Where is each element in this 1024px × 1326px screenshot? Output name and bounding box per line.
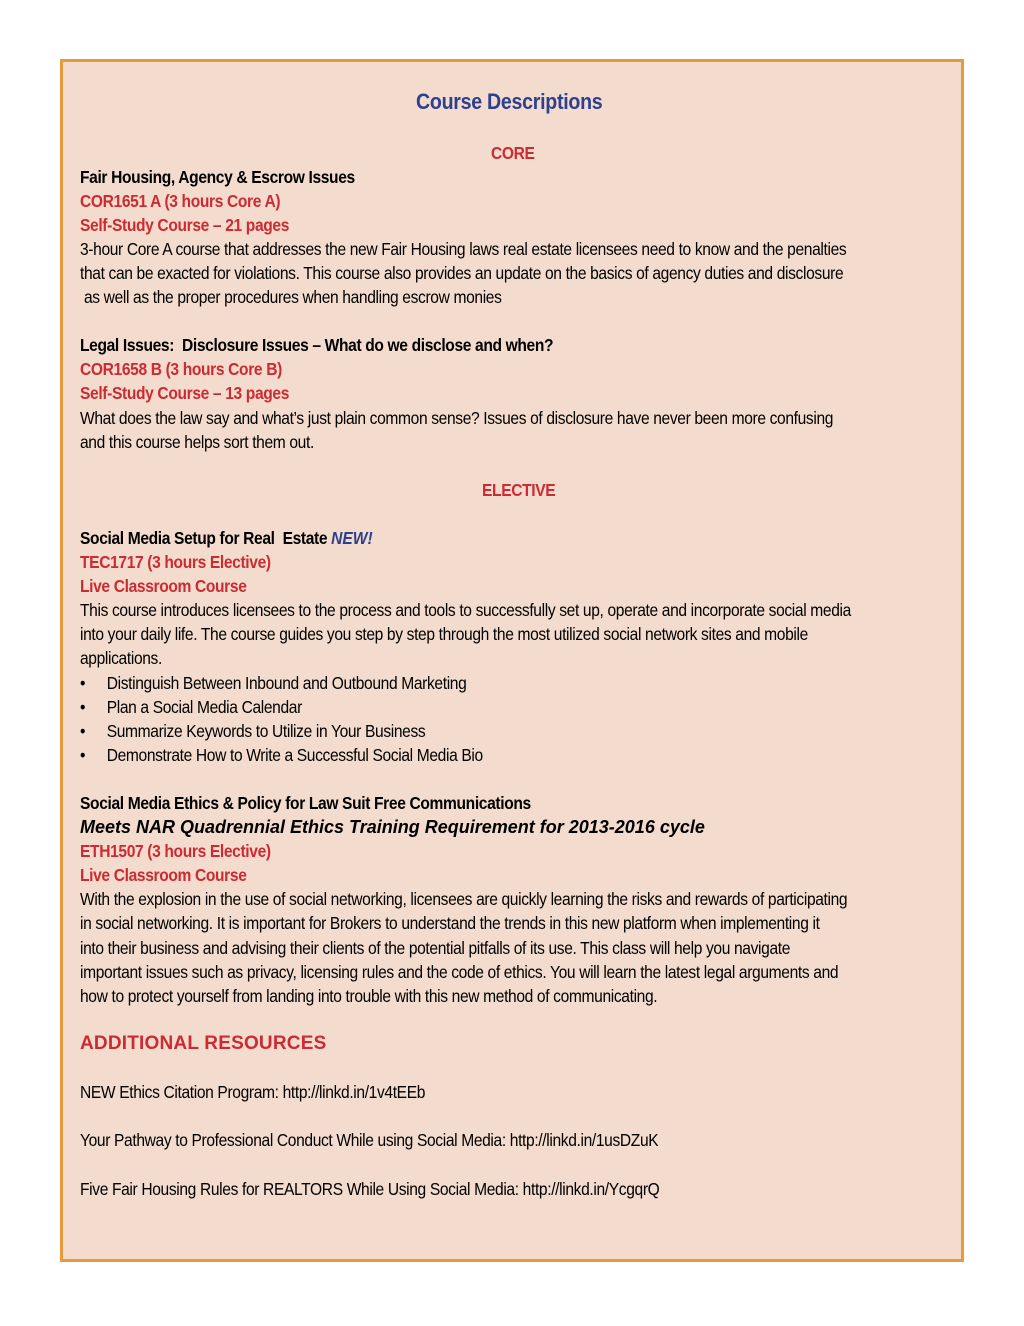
bullet-marker: • [80,721,86,741]
course-description-line: into your daily life. The course guides you step by step through the most utilized social network sites and mobile [80,624,808,644]
course-code: TEC1717 (3 hours Elective) [80,552,271,572]
list-item-text: Demonstrate How to Write a Successful Social Media Bio [106,745,483,765]
course-description-line: into their business and advising their clients of the potential pitfalls of its use. This class will help you navigate [80,938,791,958]
course-format: Self-Study Course – 21 pages [80,215,290,235]
course-title: Social Media Ethics & Policy for Law Suit Free Communications [80,793,531,813]
section-heading-core: CORE [491,143,535,163]
course-title: Fair Housing, Agency & Escrow Issues [80,167,355,187]
resource-link[interactable]: NEW Ethics Citation Program: http://linkd.in/1v4tEEb [80,1082,426,1102]
bullet-marker: • [80,697,86,717]
list-item-text: Plan a Social Media Calendar [106,697,302,717]
course-description-line: that can be exacted for violations. This course also provides an update on the basics of agency duties and disclosure [80,263,844,283]
course-format: Self-Study Course – 13 pages [80,383,290,403]
course-format: Live Classroom Course [80,865,247,885]
course-description-line: important issues such as privacy, licensing rules and the code of ethics. You will learn the latest legal arguments and [80,962,839,982]
course-code: COR1658 B (3 hours Core B) [80,359,282,379]
additional-resources-heading: ADDITIONAL RESOURCES [80,1033,327,1054]
course-format: Live Classroom Course [80,576,247,596]
ethics-requirement-note: Meets NAR Quadrennial Ethics Training Requirement for 2013-2016 cycle [80,817,705,837]
course-title [80,527,373,549]
list-item-text: Summarize Keywords to Utilize in Your Business [106,721,426,741]
course-description-line: This course introduces licensees to the process and tools to successfully set up, operate and incorporate social media [80,600,851,620]
bullet-marker: • [80,745,86,765]
course-description-line: 3-hour Core A course that addresses the new Fair Housing laws real estate licensees need to know and the penalties [80,239,847,259]
course-title-text: Social Media Setup for Real Estate [80,528,332,548]
course-descriptions-panel [60,59,964,1262]
course-description-line: With the explosion in the use of social networking, licensees are quickly learning the risks and rewards of participating [80,889,848,909]
course-description-line: applications. [80,648,162,668]
course-code: COR1651 A (3 hours Core A) [80,191,281,211]
page-title: Course Descriptions [416,89,603,114]
course-description-line: in social networking. It is important for Brokers to understand the trends in this new platform when implementing it [80,913,820,933]
section-heading-elective: ELECTIVE [482,480,556,500]
course-description-line: as well as the proper procedures when handling escrow monies [80,287,502,307]
course-code: ETH1507 (3 hours Elective) [80,841,271,861]
new-badge: NEW! [331,528,373,548]
course-description-line: how to protect yourself from landing into trouble with this new method of communicating. [80,986,658,1006]
bullet-marker: • [80,673,86,693]
course-description-line: What does the law say and what’s just plain common sense? Issues of disclosure have never been more confusing [80,408,834,428]
resource-link[interactable]: Five Fair Housing Rules for REALTORS While Using Social Media: http://linkd.in/YcgqrQ [80,1179,660,1199]
course-title: Legal Issues: Disclosure Issues – What do we disclose and when? [80,335,554,355]
course-description-line: and this course helps sort them out. [80,432,314,452]
resource-link[interactable]: Your Pathway to Professional Conduct While using Social Media: http://linkd.in/1usDZuK [80,1130,659,1150]
list-item-text: Distinguish Between Inbound and Outbound Marketing [106,673,467,693]
